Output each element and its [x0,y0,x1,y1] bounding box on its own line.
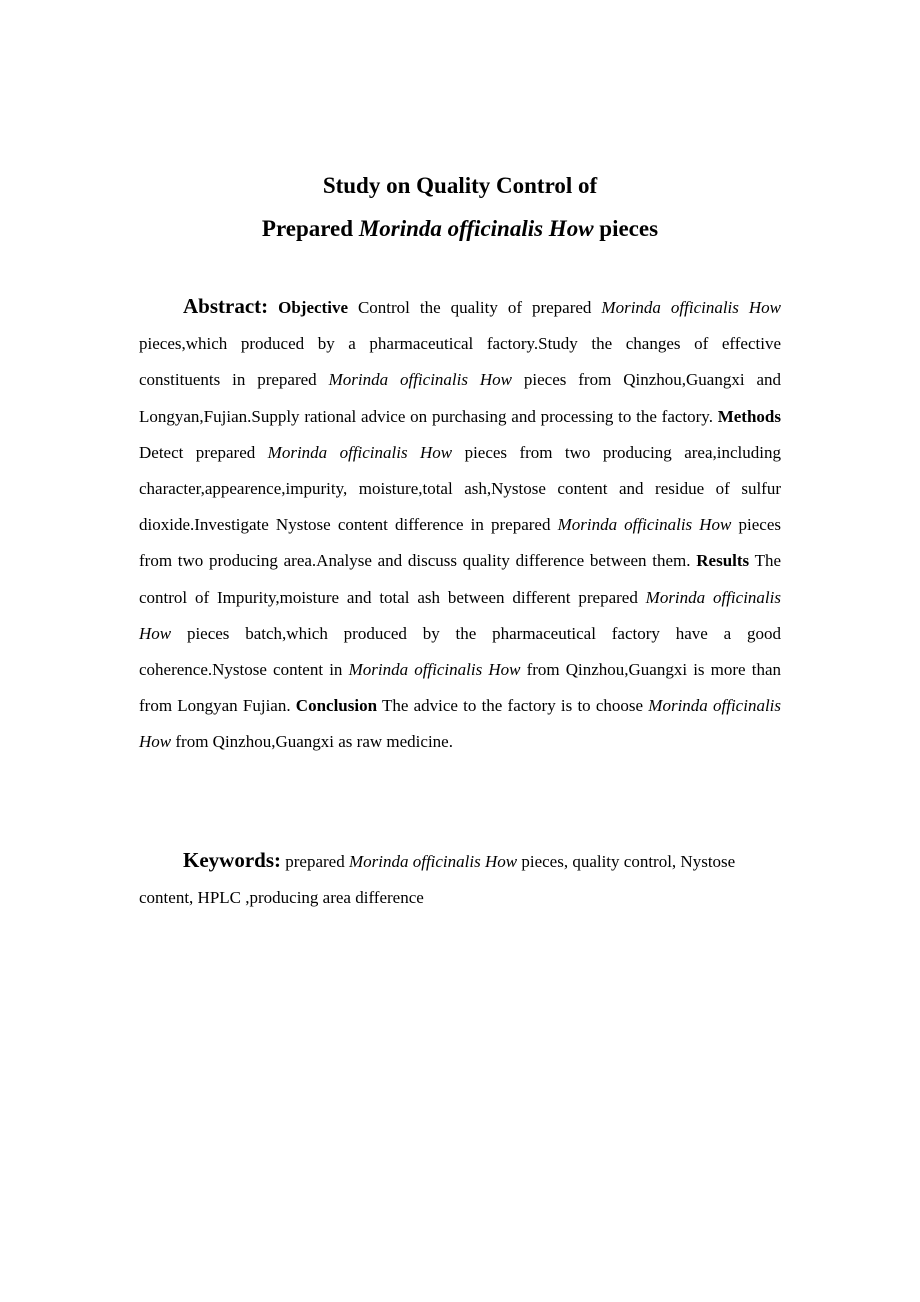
paper-title-line-2 [0,215,920,243]
species-name: Morinda officinalis How [267,442,453,462]
title-line-1-text: Study on Quality Control of [322,173,598,198]
abstract-paragraph [139,288,781,761]
species-name: Morinda officinalis How [601,298,781,317]
species-name: Morinda officinalis How [348,660,521,680]
species-name: Morinda officinalis How [557,515,732,535]
title-species: Morinda officinalis How [358,216,594,241]
methods-text-2: pieces from two producing area,including character,appearence,impurity, moisture,total ash,Nystose content and residue of sulfur dioxide.Investigate Nystose content difference in prepared [139,442,781,535]
abstract-label: Abstract: [183,294,269,318]
paper-title-line-1 [0,172,920,200]
species-name: Morinda officinalis How [328,370,512,390]
objective-text-1: Control the quality of prepared [347,298,602,317]
methods-text-1: Detect prepared [139,442,268,462]
species-name: Morinda officinalis How [139,587,781,643]
objective-text-3: pieces from Qinzhou,Guangxi and Longyan,Fujian.Supply rational advice on purchasing and processing to the factory. [139,370,781,426]
keywords-text-2: pieces, quality control, Nystose content, HPLC ,producing area difference [139,852,736,907]
keywords-text-1: prepared [281,852,349,871]
title-suffix: pieces [593,216,659,241]
objective-text-2: pieces,which produced by a pharmaceutical factory.Study the changes of effective constituents in prepared [139,334,781,390]
methods-label: Methods [717,406,781,426]
results-label: Results [696,551,750,571]
results-text-3: from Qinzhou,Guangxi is more than from Longyan Fujian. [139,660,781,716]
methods-text-3: pieces from two producing area.Analyse and discuss quality difference between them. [139,515,781,571]
conclusion-text-1: The advice to the factory is to choose [377,696,649,716]
keywords-paragraph [139,842,781,916]
results-text-2: pieces batch,which produced by the pharmaceutical factory have a good coherence.Nystose content in [139,623,781,680]
keywords-label: Keywords: [183,848,281,872]
results-text-1: The control of Impurity,moisture and total ash between different prepared [139,551,781,607]
conclusion-label: Conclusion [295,696,378,716]
conclusion-text-2: from Qinzhou,Guangxi as raw medicine. [171,732,453,752]
title-prefix: Prepared [261,216,359,241]
species-name: Morinda officinalis How [139,696,782,752]
objective-label: Objective [278,298,348,317]
keywords-species-name: Morinda officinalis How [348,852,518,871]
